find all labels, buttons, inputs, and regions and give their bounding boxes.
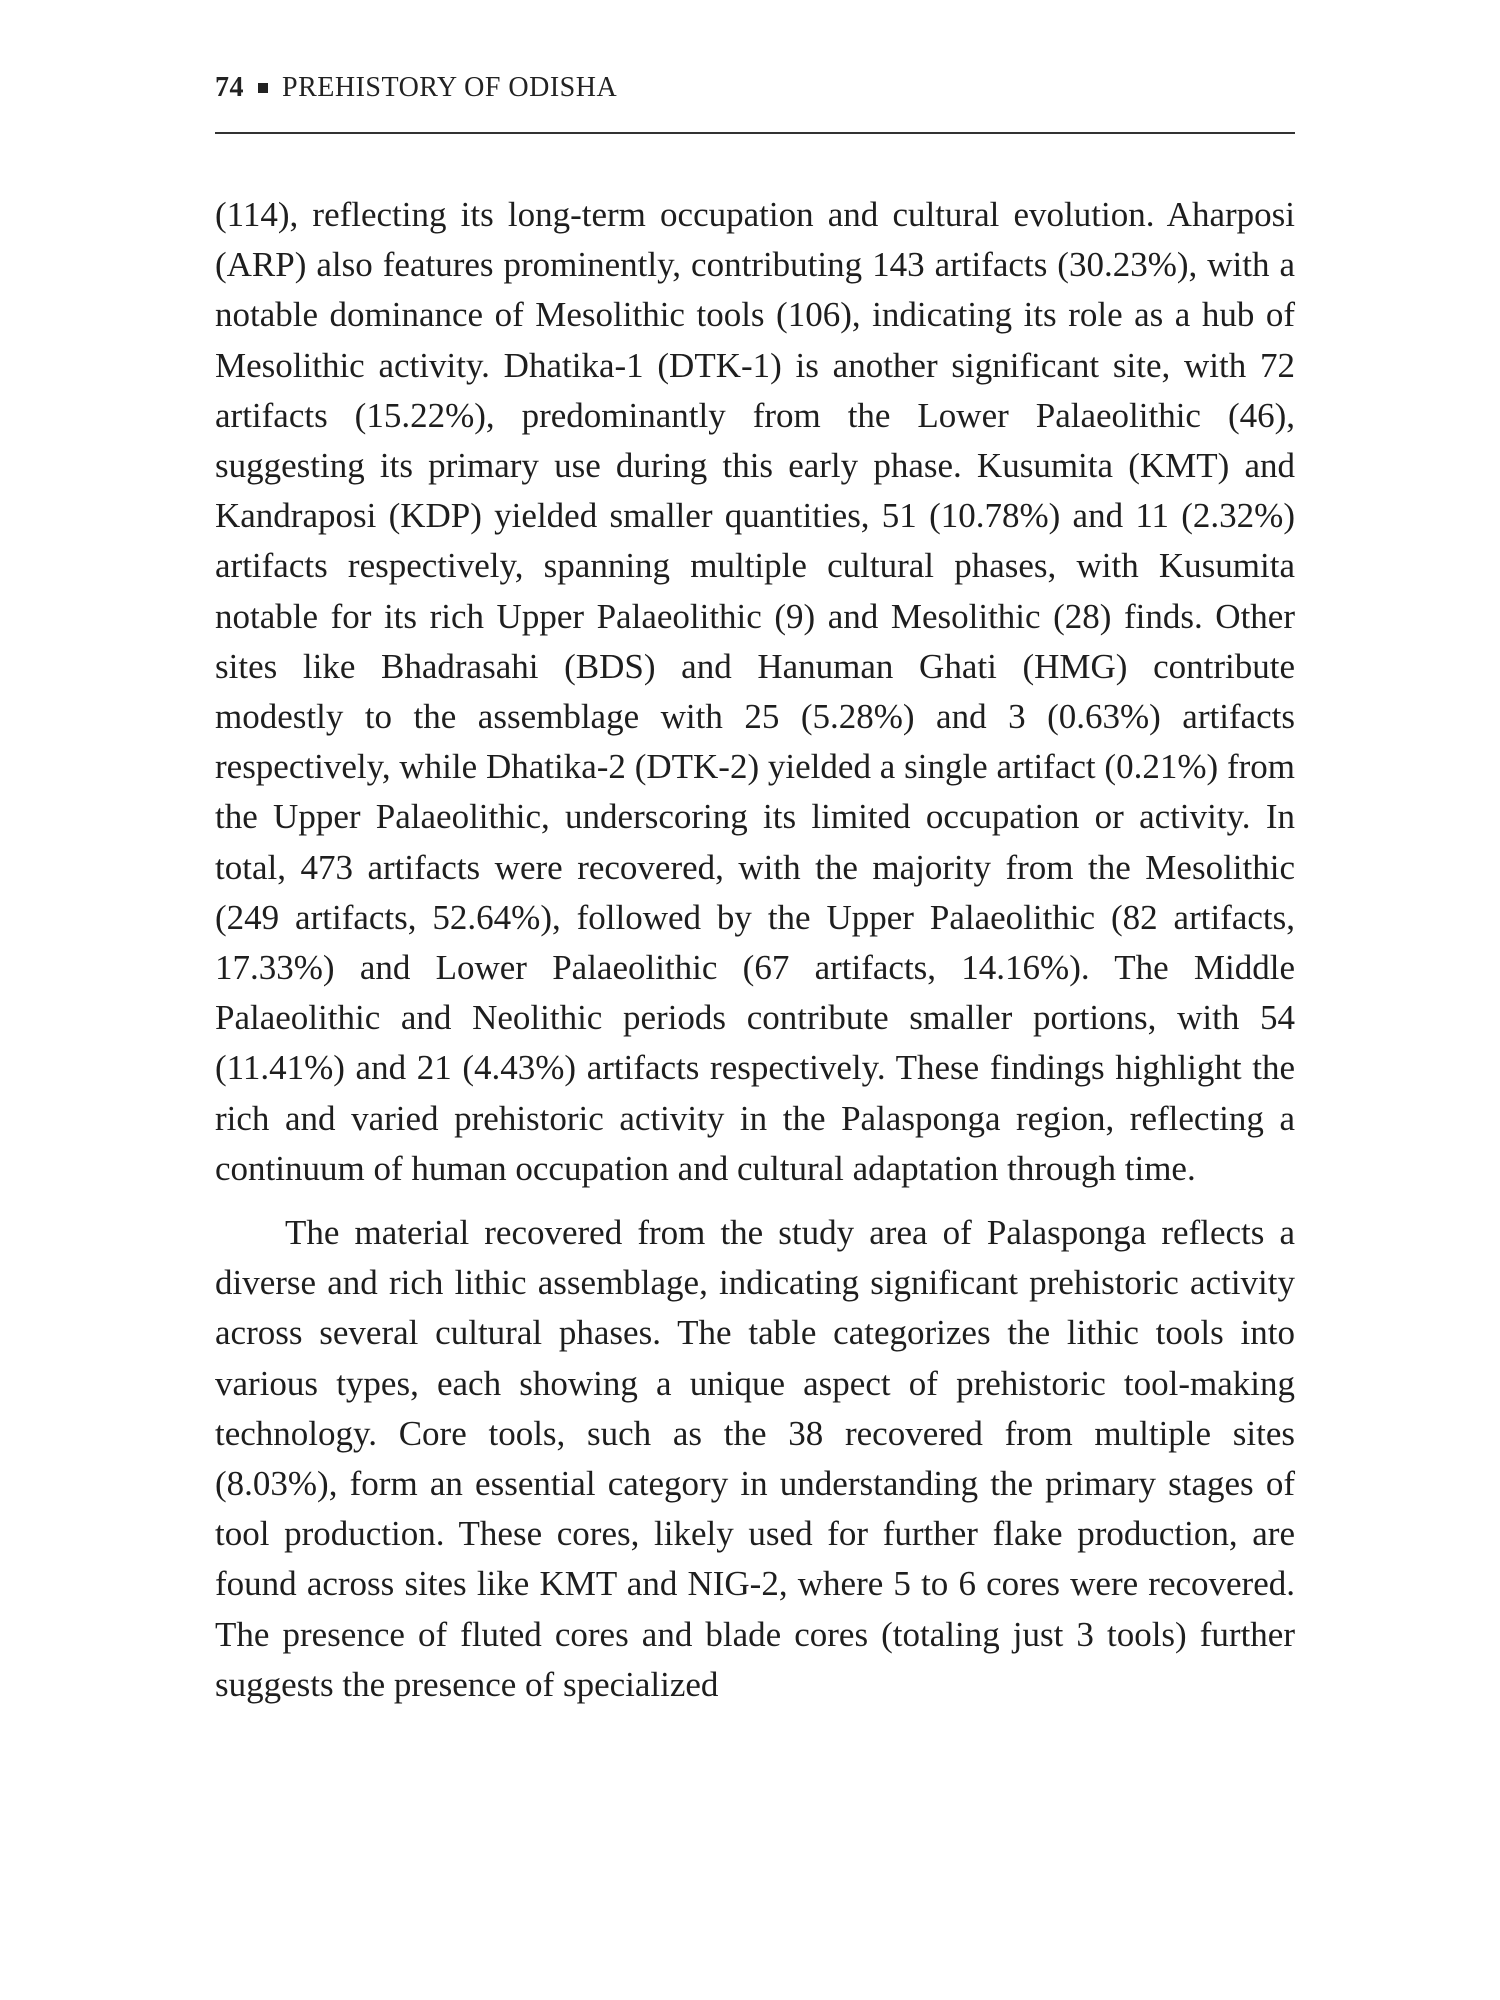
body-text <box>215 190 1295 1710</box>
running-title: PREHISTORY OF ODISHA <box>282 72 618 103</box>
paragraph-continued: (114), reflecting its long-term occupation and cultural evolution. Aharposi (ARP) also features prominently, contributing 143 artifacts (30.23%), with a notable dominance of Mesolithic tools (106), indicating its role as a hub of Mesolithic activity. Dhatika-1 (DTK-1) is another significant site, with 72 artifacts (15.22%), predominantly from the Lower Palaeolithic (46), suggesting its primary use during this early phase. Kusumita (KMT) and Kandraposi (KDP) yielded smaller quantities, 51 (10.78%) and 11 (2.32%) artifacts respectively, spanning multiple cultural phases, with Kusumita notable for its rich Upper Palaeolithic (9) and Mesolithic (28) finds. Other sites like Bhadrasahi (BDS) and Hanuman Ghati (HMG) contribute modestly to the assemblage with 25 (5.28%) and 3 (0.63%) artifacts respectively, while Dhatika-2 (DTK-2) yielded a single artifact (0.21%) from the Upper Palaeolithic, underscoring its limited occupation or activity. In total, 473 artifacts were recovered, with the majority from the Mesolithic (249 artifacts, 52.64%), followed by the Upper Palaeolithic (82 artifacts, 17.33%) and Lower Palaeolithic (67 artifacts, 14.16%). The Middle Palaeolithic and Neolithic periods contribute smaller portions, with 54 (11.41%) and 21 (4.43%) artifacts respectively. These findings highlight the rich and varied prehistoric activity in the Palasponga region, reflecting a continuum of human occupation and cultural adaptation through time. <box>215 195 1295 1188</box>
header-rule <box>215 132 1295 134</box>
paragraph: The material recovered from the study area of Palasponga reflects a diverse and rich lithic assemblage, indicating significant prehistoric activity across several cultural phases. The table categorizes the lithic tools into various types, each showing a unique aspect of prehistoric tool-making technology. Core tools, such as the 38 recovered from multiple sites (8.03%), form an essential category in understanding the primary stages of tool production. These cores, likely used for further flake production, are found across sites like KMT and NIG-2, where 5 to 6 cores were recovered. The presence of fluted cores and blade cores (totaling just 3 tools) further suggests the presence of specialized <box>215 1213 1295 1704</box>
square-bullet-icon <box>258 83 268 93</box>
running-header <box>215 72 1295 104</box>
page-number: 74 <box>215 72 244 103</box>
